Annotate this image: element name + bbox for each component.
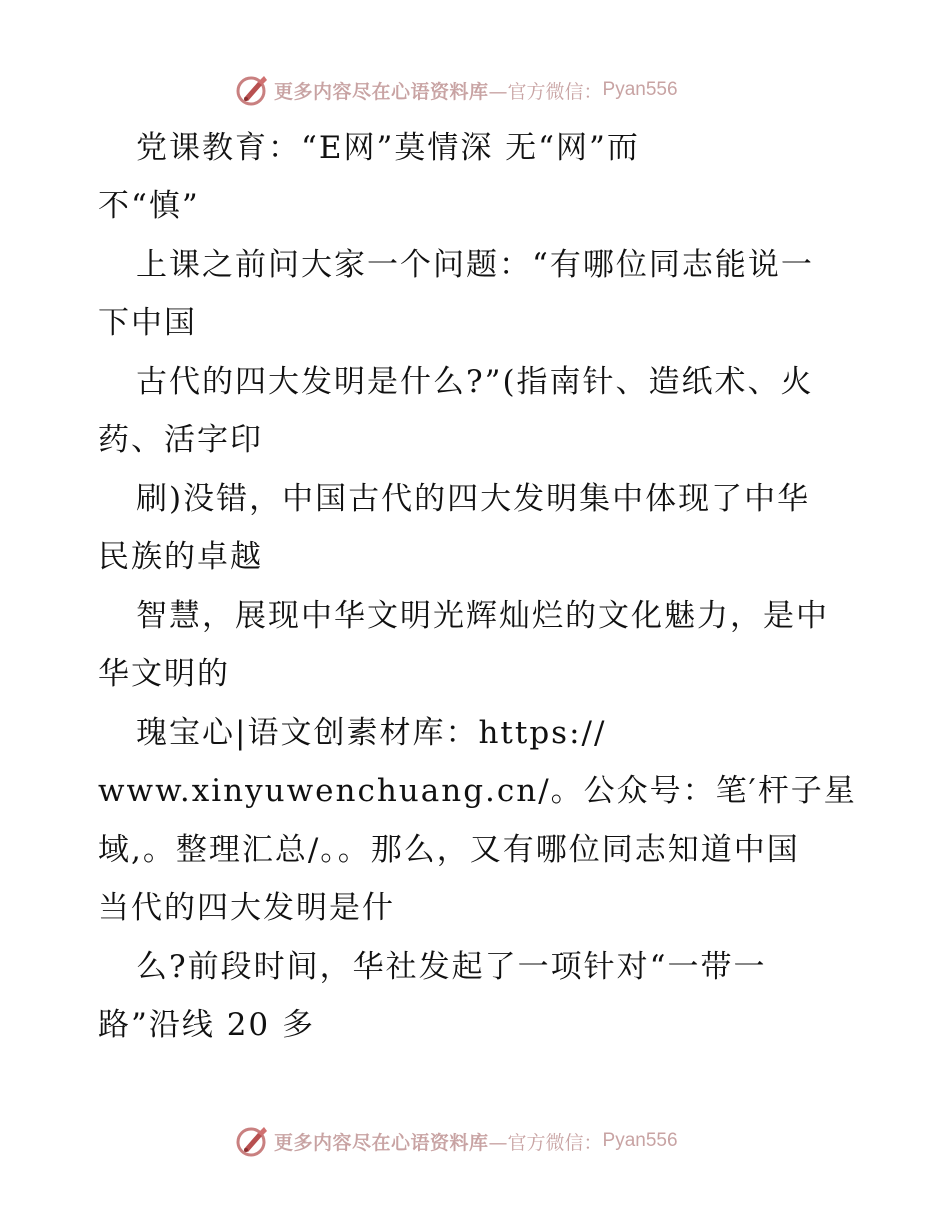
body-line: 药、活字印 — [98, 422, 263, 458]
body-line: 么?前段时间，华社发起了一项针对“一带一 — [136, 949, 767, 985]
body-line: 党课教育：“E网”莫情深 无“网”而 — [136, 130, 640, 166]
header-watermark — [234, 72, 678, 108]
body-line: 智慧，展现中华文明光辉灿烂的文化魅力，是中 — [136, 598, 829, 634]
body-line: 民族的卓越 — [98, 539, 263, 575]
watermark-sub-text: —官方微信： — [488, 80, 603, 103]
body-line: 瑰宝心|语文创素材库：https:// — [136, 715, 607, 751]
watermark-handle: Pyan556 — [602, 1130, 678, 1151]
body-line: 当代的四大发明是什 — [98, 890, 395, 926]
body-line: 下中国 — [98, 305, 197, 341]
body-line: www.xinyuwenchuang.cn/。公众号：笔′杆子星 — [98, 773, 857, 809]
body-line: 刷)没错，中国古代的四大发明集中体现了中华 — [136, 481, 811, 517]
body-line: 域,。整理汇总/。。那么，又有哪位同志知道中国 — [98, 832, 800, 868]
watermark-main-text: 更多内容尽在心语资料库 — [274, 1131, 489, 1154]
pen-logo-icon — [234, 1123, 270, 1159]
body-line: 上课之前问大家一个问题：“有哪位同志能说一 — [136, 247, 814, 283]
watermark-sub-text: —官方微信： — [488, 1131, 603, 1154]
body-line: 古代的四大发明是什么?”(指南针、造纸术、火 — [136, 364, 814, 400]
body-line: 华文明的 — [98, 656, 230, 692]
pen-logo-icon — [234, 72, 270, 108]
body-line: 路”沿线 20 多 — [98, 1007, 316, 1043]
body-line: 不“慎” — [98, 188, 200, 224]
watermark-handle: Pyan556 — [602, 79, 678, 100]
watermark-main-text: 更多内容尽在心语资料库 — [274, 80, 489, 103]
footer-watermark — [234, 1123, 678, 1159]
